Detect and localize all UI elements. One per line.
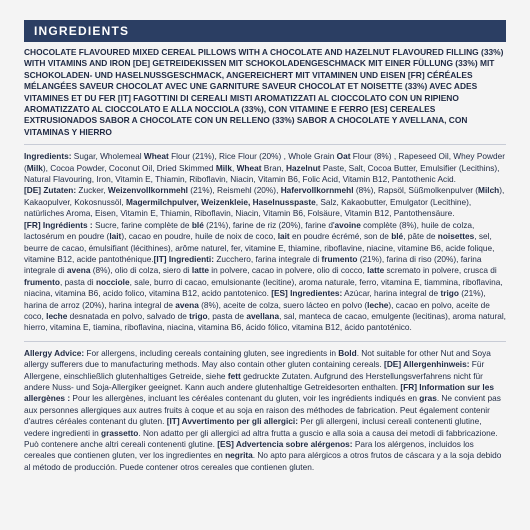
text-span: (21%), farina di riso (20%), farina integrale di [24,253,482,276]
allergy-en-label: Allergy Advice: [24,347,85,358]
allergen-text: gras [419,393,437,404]
text-span: (8%), aceite de colza, suero lácteo en polvo ( [198,299,368,310]
text-span: ), Cocoa Powder, Coconut Oil, Dried Skimmed [42,162,216,173]
text-span: , [231,162,237,173]
allergen-text: lait [109,231,122,242]
text-span: Para los alérgenos, incluidos los cereales que contienen gluten, ver los ingredientes en [24,439,474,461]
allergy-it-label: [IT] Avvertimento per gli allergici: [164,416,298,427]
allergen-text: Wheat [236,162,262,173]
text-span: desnatada en polvo, salvado de [67,310,190,321]
allergy-fr-label: [FR] Information sur les allergènes : [24,381,494,404]
ingredients-es-label: [ES] Ingredientes: [271,288,343,299]
text-span: Azúcar, harina integral de [342,288,441,299]
text-span: , sal, manteca de cacao, emulgente (lecitinas), aroma natural, hierro, vitamina E, tiamina, riboflavina, niacina, vitamina B6, ácido fólico, vitamina B12, ácido pantoténico. [24,310,506,333]
allergen-text: Milch [478,185,500,196]
allergen-text: trigo [440,288,459,299]
text-span: Flour (21%), Rice Flour (20%) , Whole Grain [168,151,337,162]
allergen-text: Milk [26,162,43,173]
allergen-text: Milk [215,162,232,173]
allergy-de-label: [DE] Allergenhinweis: [381,359,470,370]
text-span: Zucchero, farina integrale di [214,253,322,264]
allergen-text: frumento [24,276,60,287]
text-span: ), cacao en poudre, huile de noix de coco, [121,231,278,242]
allergen-text: nocciole [95,276,130,287]
allergy-paragraph [24,348,506,473]
text-span: Pour les allergènes, incluant les céréales contenant du gluten, voir les ingrédients indiqués en [70,393,420,404]
text-span: Zucker, [76,185,108,196]
text-span: , sale, burro di cacao, emulsionante (lecitine), aroma naturale, ferro, vitamina E, tiammina, riboflavina, niacina, vitamina B6, acido folico, vitamina B12, acido pantotenico. [24,276,503,299]
text-span: , Salz, Kakaobutter, Emulgator (Lecithine), natürliches Aroma, Eisen, Vitamin E, Thiamin, Riboflavin, Niacin, Vitamin B6, Folsäure, Vitamin B12, Pantothensäure. [24,196,472,219]
text-span: , pasta de [207,310,247,321]
text-span: Paste, Salt, Cocoa Butter, Emulsifier (Lecithins), Natural Flavouring, Iron, Vitamin E, Thiamin, Riboflavin, Niacin, Vitamin B6, Folic Acid, Vitamin B12, Pantothenic Acid. [24,162,500,185]
allergen-text: leche [367,299,389,310]
text-span: (21%), harina de arroz (20%), harina integral de [24,288,486,310]
product-title: CHOCOLATE FLAVOURED MIXED CEREAL PILLOWS WITH A CHOCOLATE AND HAZELNUT FLAVOURED FILLING (33%) WITH VITAMINS AND IRON [DE] GETREIDEKISSEN MIT SCHOKOLADENGESCHMACK MIT EINER FÜLLUNG (33%) MIT SCHOKOLADEN- UND HASELNUSSGESCHMACK, ANGEREICHERT MIT VITAMINEN UND EISEN [FR] CÉRÉALES MÉLANGÉES SAVEUR CHOCOLAT AVEC UNE GARNITURE SAVEUR CHOCOLAT ET NOISETTE (33%) AVEC ADES VITAMINES ET DU FER [IT] FAGOTTINI DI CEREALI MISTI AROMATIZZATI AL CIOCCOLATO CON UN RIPIENO AROMATIZZATO AL CIOCCOLATO E ALLA NOCCIOLA (33%), CON VITAMINE E FERRO [ES] CEREALES EXTRUSIONADOS SABOR A CHOCOLATE CON UN RELLENO (33%) SABOR A CHOCOLATE Y AVELLANA, CON VITAMINAS Y HIERRO [24,47,504,137]
allergen-text: lait [277,231,290,242]
ingredients-header: INGREDIENTS [24,20,506,42]
allergen-text: latte [191,265,209,276]
text-span: Sugar, Wholemeal [71,151,144,162]
allergen-text: avellana [246,310,280,321]
text-span: . Non adatto per gli allergici ad altra frutta a guscio e alla soia a causa dei metodi di fabbricazione. Può contenere anche altri cereali contenenti glutine. [24,427,498,449]
allergen-text: trigo [189,310,208,321]
allergen-text: Oat [336,151,351,162]
text-span: (21%), Reismehl (20%), [188,185,281,196]
allergen-text: Wheat [143,151,169,162]
allergen-text: Hafervollkornmehl [280,185,354,196]
text-span: Per gli allergeni, inclusi cereali contenenti glutine, vedere ingredienti in [24,416,482,438]
text-span: , pâte de [403,231,438,242]
ingredients-block [24,151,506,334]
allergen-text: Bold [338,347,357,358]
text-span: , sel, beurre de cacao, émulsifiant (lécithines), arôme naturel, fer, vitamine E, thiamine, riboflavine, niacine, vitamine B6, acide folique, vitamine B12, acide pantothénique. [24,231,495,264]
text-span: en poudre écrémé, son de [289,231,392,242]
allergen-text: frumento [321,253,358,264]
text-span: For allergens, including cereals containing gluten, see ingredients in [84,347,339,358]
text-span: Flour (8%) , Rapeseed Oil, Whey Powder ( [24,151,505,173]
text-span: (21%), farine de riz (20%), farine d' [203,219,335,230]
text-span: , pasta di [59,276,96,287]
allergen-text: latte [367,265,385,276]
allergen-text: blé [391,231,404,242]
ingredients-en-label: Ingredients: [24,151,72,162]
text-span: in polvere, cacao in polvere, olio di cocco, [208,265,368,276]
text-span: (8%), Rapsöl, Süßmolkenpulver ( [353,185,479,196]
text-span: Bran, [261,162,286,173]
allergen-text: Magermilchpulver, Weizenkleie, Haselnusspaste [125,196,316,207]
text-span: ), cacao en polvo, aceite de coco, [24,299,490,321]
allergen-text: Hazelnut [285,162,321,173]
allergen-text: noisettes [437,231,475,242]
allergen-text: Weizenvollkornmehl [107,185,188,196]
allergen-text: avena [175,299,199,310]
text-span: gedruckte Zutaten. Aufgrund des Herstellungsverfahrens nicht für andere Nuss- und Soja-Allergiker geeignet. Kann auch andere glutenhaltige Getreidesorten enthalten. [24,370,483,392]
ingredients-fr-label: [FR] Ingrédients : [24,219,93,230]
allergen-text: fett [227,370,241,381]
allergy-block [24,348,506,473]
text-span: (8%), olio di colza, siero di [90,265,192,276]
text-span: ), Kakaopulver, Kokosnussöl, [24,185,505,207]
allergen-text: grassetto [101,427,139,438]
text-span: complète (8%), huile de colza, lactosérum en poudre ( [24,219,475,242]
allergen-text: avena [66,265,91,276]
text-span: Für Allergene, einschließlich glutenhaltiges Getreide, siehe [24,359,485,381]
text-span: . Ne convient pas aux personnes allergiques aux autres fruits à coque et au soja en raison des méthodes de fabrication. Peut également contenir d'autres céréales contenant du gluten. [24,393,501,427]
allergen-text: blé [191,219,204,230]
text-span: . Not suitable for other Nut and Soya allergy sufferers due to manufacturing methods. May also contain other gluten containing cereals. [24,347,491,370]
allergen-text: leche [46,310,68,321]
ingredients-fr-paragraph [24,220,506,334]
text-span: Sucre, farine complète de [92,219,192,230]
divider [24,144,506,145]
ingredients-paragraph [24,151,506,185]
allergy-es-label: [ES] Advertencia sobre alérgenos: [214,439,353,449]
ingredients-de-label: [DE] Zutaten: [24,185,77,196]
ingredients-content [24,47,506,480]
ingredients-it-label: [IT] Ingredienti: [153,253,215,264]
allergen-text: negrita [225,450,253,461]
ingredients-de-paragraph [24,185,506,219]
divider [24,341,506,342]
text-span: scremato in polvere, crusca di [384,265,497,276]
text-span: . No apto para alérgicos a otros frutos de cáscara y a la soja debido al método de producción. Puede contener otros cereales que contienen gluten. [24,450,502,472]
allergen-text: avoine [334,219,361,230]
